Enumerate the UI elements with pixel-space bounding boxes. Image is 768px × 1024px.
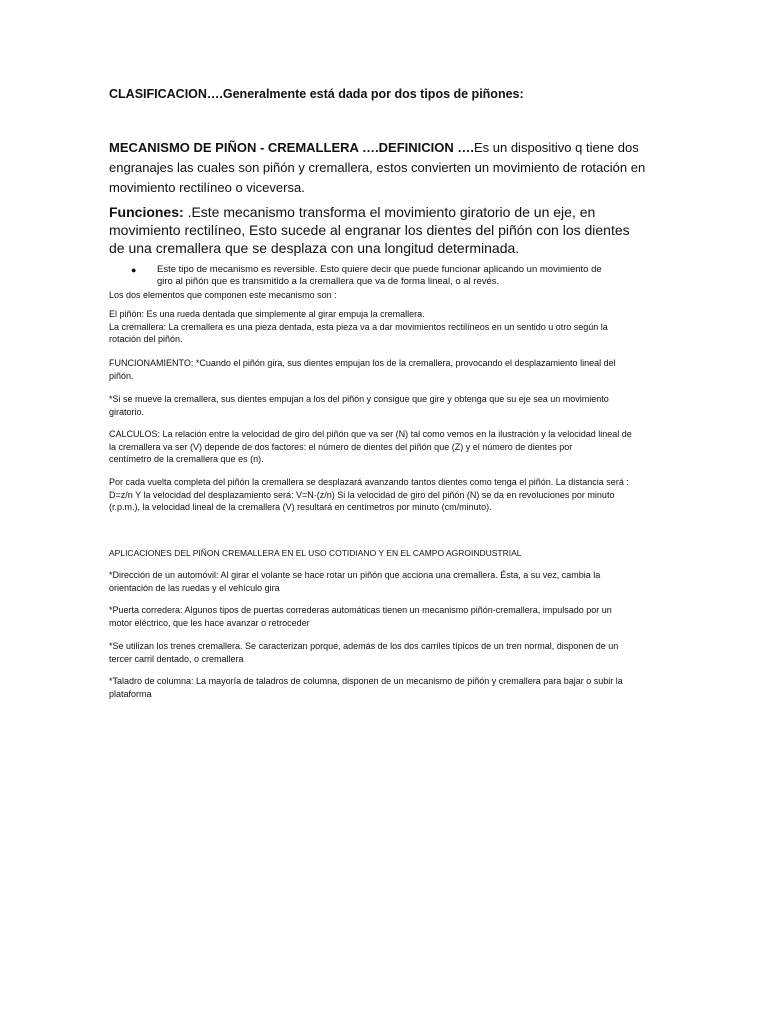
bullet-text-2: giro al piñón que es transmitido a la cremallera que va de forma lineal, o al revés. [157,276,500,287]
distance-text-3: (r.p.m.), la velocidad lineal de la cremallera (V) resultará en centímetros por minuto (cm/minuto). [109,502,492,512]
classification-heading: CLASIFICACION….Generalmente está dada por dos tipos de piñones: [109,87,524,101]
calculations-text-3: centímetro de la cremallera que es (n). [109,454,264,464]
bullet-text-1: Este tipo de mecanismo es reversible. Esto quiere decir que puede funcionar aplicando un movimiento de [157,264,602,275]
rack-train-text-1: *Se utilizan los trenes cremallera. Se caracterizan porque, además de los dos carriles típicos de un tren normal, disponen de un [109,641,619,651]
definition-text-1: Es un dispositivo q tiene dos [473,140,639,155]
reverse-text-2: giratorio. [109,406,145,417]
functions-label: Funciones: [109,204,188,220]
definition-paragraph [109,138,657,198]
drill-press-text-1: *Taladro de columna: La mayoría de taladros de columna, disponen de un mecanismo de piñón y cremallera para bajar o subir la [109,676,623,686]
calculations-text-2: la cremallera va ser (V) depende de dos factores: el número de dientes del piñón que (Z) y el número de dientes por [109,441,573,452]
functions-text-2: movimiento rectilíneo, Esto sucede al engranar los dientes del piñón con los dientes [109,222,630,238]
functions-text-3: de una cremallera que se desplaza con una longitud determinada. [109,240,520,256]
car-steering-text-2: orientación de las ruedas y el vehículo gira [109,582,280,593]
calculations-paragraph [109,428,657,466]
reverse-paragraph [109,393,657,418]
car-steering-text-1: *Dirección de un automóvil: Al girar el volante se hace rotar un piñón que acciona una cremallera. Ésta, a su vez, cambia la [109,570,601,580]
definition-text-2: engranajes las cuales son piñón y cremallera, estos convierten un movimiento de rotación en [109,160,646,175]
definition-lead: MECANISMO DE PIÑON - CREMALLERA ….DEFINICION …. [109,140,474,155]
bullet-item [131,264,659,288]
elements-intro: Los dos elementos que componen este mecanismo son : [109,290,337,300]
operation-text-1: FUNCIONAMIENTO: *Cuando el piñón gira, sus dientes empujan los de la cremallera, provocando el desplazamiento lineal del [109,358,616,368]
sliding-door-paragraph [109,604,657,629]
applications-title: APLICACIONES DEL PIÑON CREMALLERA EN EL USO COTIDIANO Y EN EL CAMPO AGROINDUSTRIAL [109,548,522,558]
operation-text-2: piñón. [109,370,134,381]
functions-paragraph [109,203,649,257]
sliding-door-text-2: motor eléctrico, que les hace avanzar o retroceder [109,617,310,628]
drill-press-paragraph [109,675,657,700]
rack-train-text-2: tercer carril dentado, o cremallera [109,653,244,664]
rack-train-paragraph [109,640,657,665]
sliding-door-text-1: *Puerta corredera: Algunos tipos de puertas correderas automáticas tienen un mecanismo piñón-cremallera, impulsado por un [109,605,612,615]
rack-definition-2: rotación del piñón. [109,334,183,344]
distance-paragraph [109,476,657,514]
definition-text-3: movimiento rectilíneo o viceversa. [109,180,305,195]
functions-text-1: .Este mecanismo transforma el movimiento giratorio de un eje, en [187,204,596,220]
drill-press-text-2: plataforma [109,688,152,699]
rack-definition-1: La cremallera: La cremallera es una pieza dentada, esta pieza va a dar movimientos rectilíneos en un sentido u otro según la [109,321,608,332]
operation-paragraph [109,357,657,382]
distance-text-2: D=z/n Y la velocidad del desplazamiento será: V=N·(z/n) Si la velocidad de giro del piñón (N) se da en revoluciones por minuto [109,489,615,500]
car-steering-paragraph [109,569,657,594]
reverse-text-1: *Si se mueve la cremallera, sus dientes empujan a los del piñón y consigue que gire y obtenga que su eje sea un movimiento [109,394,609,404]
calculations-text-1: CALCULOS: La relación entre la velocidad de giro del piñón que va ser (N) tal como vemos en la ilustración y la velocidad lineal de [109,429,632,439]
pinion-definition: El piñón: Es una rueda dentada que simplemente al girar empuja la cremallera. [109,309,425,319]
elements-paragraph [109,308,657,346]
bullet-icon: ● [131,265,137,275]
distance-text-1: Por cada vuelta completa del piñón la cremallera se desplazará avanzando tantos dientes como tenga el piñón. La distancia será : [109,477,629,487]
